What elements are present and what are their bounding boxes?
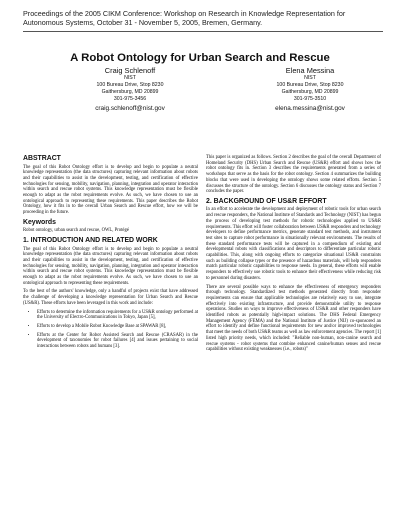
author-phone: 301-975-3510 xyxy=(293,96,327,102)
list-item: • Efforts at the Center for Robot Assisted Search and Rescue (CRASAR) in the development of taxonomies for robot failures [4] and issues pertaining to social interactions between robots and humans [3]. xyxy=(37,333,198,350)
related-work-list xyxy=(23,310,198,350)
abstract-heading: ABSTRACT xyxy=(23,155,61,162)
author-email: craig.schlenoff@nist.gov xyxy=(95,104,165,112)
keywords-heading: Keywords xyxy=(23,218,56,226)
list-item: • Efforts to determine the information requirements for a US&R ontology performed at the University of Electro-Communications in Tokyo, Japan [5], xyxy=(37,310,198,321)
author-city: Gaithersburg, MD 20899 xyxy=(101,89,159,95)
author-block-2 xyxy=(220,66,400,113)
section-1-paragraph-2: To the best of the authors' knowledge, only a handful of projects exist that have addressed the challenge of developing a knowledge representation for Urban Search and Rescue (US&R). These efforts have been leveraged in this work and include: xyxy=(23,289,198,306)
header-rule xyxy=(23,31,383,32)
author-block-1 xyxy=(40,66,220,113)
author-email: elena.messina@nist.gov xyxy=(275,104,345,112)
section-2-heading: 2. BACKGROUND OF US&R EFFORT xyxy=(206,197,327,205)
author-city: Gaithersburg, MD 20899 xyxy=(281,89,339,95)
author-org: NIST xyxy=(304,75,316,81)
left-column xyxy=(23,155,198,353)
right-column xyxy=(206,155,381,356)
section-2-paragraph-2: There are several possible ways to enhance the effectiveness of emergency responders through technology. Standardized test methods generated directly from responder requirements can ensure that applicable technologies are relatively easy to use, integrate effectively into existing infrastructure, and provide demonstrable utility to response operations. Studies on ways to improve effectiveness of US&R and other responders have identified robots as potentially high-impact solutions. The DHS Federal Emergency Management Agency (FEMA) and the National Institute of Justice (NIJ) co-sponsored an effort to identify and define functional requirements for new and/or improved technologies that meet the needs of both US&R teams as well as law enforcement agencies. The report [1] listed high priority needs, which included: "Reliable non-human, non-canine search and rescue systems - robot systems that combine enhanced canine/human senses and rescue capabilities without existing weaknesses (i.e., robots)" xyxy=(206,284,381,353)
section-2-paragraph-1: In an effort to accelerate the development and deployment of robotic tools for urban search and rescue responders, the National Institute of Standards and Technology (NIST) has begun the process of developing test methods for robotic technologies applied to US&R requirements. This effort will foster collaboration between US&R responders and technology developers to define performance metrics, generate standard test methods, and instrument test sites to capture robot performance in situationally relevant environments. The results of these standard performance tests will be captured in a compendium of existing and developmental robots with classifications and descriptors to differentiate particular robotic capabilities. This, along with ongoing efforts to categorize situational US&R constraints such as building collapse types or the presence of hazardous materials, will help responders match particular robotic capabilities to response needs. In general, these efforts will enable responders to effectively use robotic tools to enhance their effectiveness while reducing risk to personnel during disasters. xyxy=(206,207,381,281)
abstract-text: The goal of this Robot Ontology effort is to develop and begin to populate a neutral knowledge representation (the data structures) capturing relevant information about robots and their capabilities to assist in the development, testing, and certification of effective technologies for sensing, mobility, navigation, planning, integration and operator interaction within search and rescue robot systems. This knowledge representation must be flexible enough to adapt as the robot requirements evolve. As such, we have chosen to use an ontological approach to representing these requirements. This paper describes the Robot Ontology, how it fits in to the overall Urban Search and Rescue effort, how we will be proceeding in the future. xyxy=(23,164,198,216)
author-org: NIST xyxy=(124,75,136,81)
author-name: Craig Schlenoff xyxy=(104,66,156,75)
author-street: 100 Bureau Drive, Stop 8230 xyxy=(96,82,164,88)
section-1-heading: 1. INTRODUCTION AND RELATED WORK xyxy=(23,237,158,245)
keywords-text: Robot ontology, urban search and rescue, OWL, Protégé xyxy=(23,228,129,234)
proceedings-header: Proceedings of the 2005 CIKM Conference: Workshop on Research in Knowledge Representation for Autonomous Systems, October 31 - November 5, 2005, Bremen, Germany. xyxy=(23,9,346,28)
organization-paragraph: This paper is organized as follows. Section 2 describes the goal of the overall Department of Homeland Security (DHS) Urban Search and Rescue (US&R) effort and shows how the robot ontology fits in. Section 3 describes the requirements generated from a series of workshops that serve as the basis for the robot ontology. Section 4 summarizes the building blocks that were used in developing the ontology shows some related efforts. Section 5 discusses the structure of the ontology. Section 6 discusses the ontology status and Section 7 concludes the paper. xyxy=(206,155,381,195)
author-name: Elena Messina xyxy=(285,66,335,75)
list-item: • Efforts to develop a Mobile Robot Knowledge Base at SPAWAR [8], xyxy=(37,324,198,330)
section-1-paragraph-1: The goal of this Robot Ontology effort is to develop and begin to populate a neutral knowledge representation (the data structures) capturing relevant information about robots and their capabilities to assist in the development, testing, and certification of effective technologies for sensing, mobility, navigation, planning, integration and operator interaction within search and rescue robot systems. This knowledge representation must be flexible enough to adapt as the robot requirements evolve. As such, we have chosen to use an ontological approach to representing these requirements. xyxy=(23,246,198,286)
author-phone: 301-975-3456 xyxy=(113,96,147,102)
paper-title: A Robot Ontology for Urban Search and Rescue xyxy=(70,52,330,64)
author-street: 100 Bureau Drive, Stop 8230 xyxy=(276,82,344,88)
